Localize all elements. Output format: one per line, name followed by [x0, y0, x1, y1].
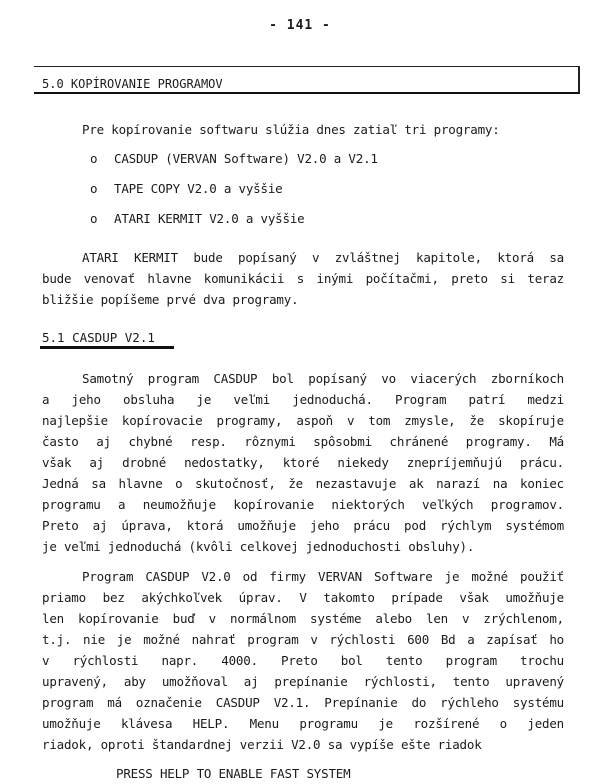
page-number: - 141 - [269, 18, 331, 33]
paragraph-line: bude venovať hlavne komunikácii s inými počítačmi, preto si teraz [42, 271, 564, 286]
paragraph-line: Program CASDUP V2.0 od firmy VERVAN Software je možné použiť [82, 569, 564, 584]
paragraph-line: bližšie popíšeme prvé dva programy. [42, 292, 299, 307]
paragraph-line: a jeho obsluha je veľmi jednoduchá. Program patrí medzi [42, 392, 564, 407]
bullet-marker: o [90, 151, 98, 166]
paragraph-line: Preto aj úprava, ktorá umožňuje jeho prácu pod rýchlym systémom [42, 518, 564, 533]
paragraph-line: však aj drobné nedostatky, ktoré niekedy znepríjemňujú prácu. [42, 455, 564, 470]
paragraph-line: riadok, oproti štandardnej verzii V2.0 sa vypíše ešte riadok [42, 737, 482, 752]
code-line: PRESS HELP TO ENABLE FAST SYSTEM [116, 766, 351, 781]
bullet-item: TAPE COPY V2.0 a vyššie [114, 181, 283, 196]
subsection-underline [40, 346, 174, 349]
paragraph-line: umožňuje klávesa HELP. Menu programu je rozšírené o jeden [42, 716, 564, 731]
section-intro: Pre kopírovanie softwaru slúžia dnes zatiaľ tri programy: [82, 122, 500, 137]
paragraph-line: len kopírovanie buď v normálnom systéme alebo len v zrýchlenom, [42, 611, 564, 626]
bullet-marker: o [90, 181, 98, 196]
paragraph-line: t.j. nie je možné nahrať program v rýchlosti 600 Bd a zapísať ho [42, 632, 564, 647]
paragraph-line: je veľmi jednoduchá (kvôli celkovej jednoduchosti obsluhy). [42, 539, 475, 554]
bullet-item: CASDUP (VERVAN Software) V2.0 a V2.1 [114, 151, 378, 166]
paragraph-line: priamo bez akýchkoľvek úprav. V takomto prípade však umožňuje [42, 590, 564, 605]
paragraph-line: Jedná sa hlavne o skutočnosť, že nezastavuje ak narazí na koniec [42, 476, 564, 491]
paragraph-line: Samotný program CASDUP bol popísaný vo viacerých zborníkoch [82, 371, 564, 386]
bullet-item: ATARI KERMIT V2.0 a vyššie [114, 211, 305, 226]
paragraph-line: najlepšie kopírovacie programy, aspoň v tom zmysle, že skopíruje [42, 413, 564, 428]
paragraph-line: v rýchlosti napr. 4000. Preto bol tento program trochu [42, 653, 564, 668]
paragraph-line: program má označenie CASDUP V2.1. Prepínanie do rýchleho systému [42, 695, 564, 710]
bullet-marker: o [90, 211, 98, 226]
paragraph-line: ATARI KERMIT bude popísaný v zvláštnej kapitole, ktorá sa [82, 250, 564, 265]
paragraph-line: programu a neumožňuje kopírovanie niektorých veľkých programov. [42, 497, 564, 512]
paragraph-line: upravený, aby umožňoval aj prepínanie rýchlosti, tento upravený [42, 674, 564, 689]
section-title: 5.0 KOPÍROVANIE PROGRAMOV [42, 77, 223, 91]
paragraph-line: často aj chybné resp. rôznymi spôsobmi chránené programy. Má [42, 434, 564, 449]
subsection-title: 5.1 CASDUP V2.1 [42, 330, 155, 345]
